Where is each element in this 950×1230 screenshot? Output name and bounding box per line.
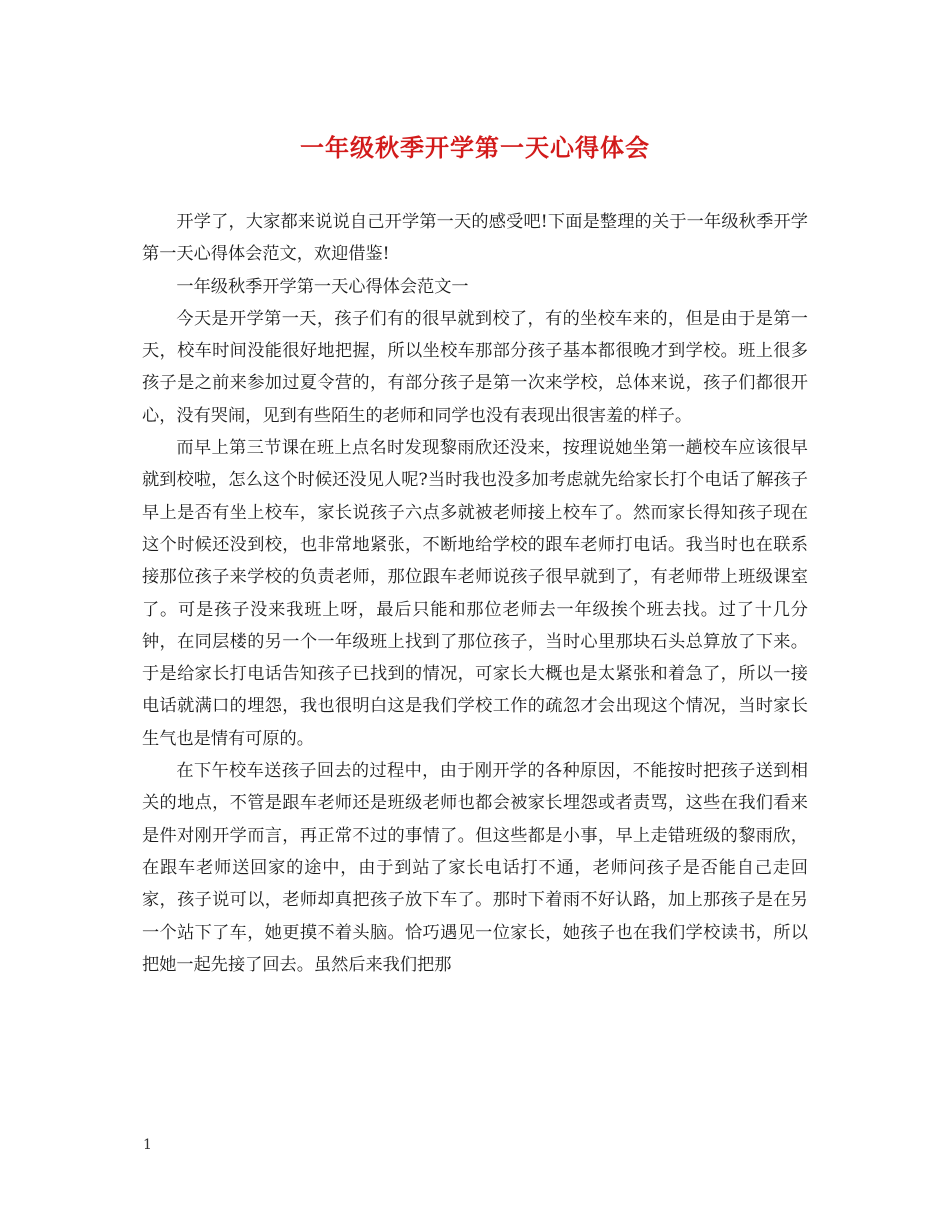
- document-body: [142, 206, 808, 981]
- page-number: 1: [143, 1137, 152, 1153]
- paragraph-subheading: 一年级秋季开学第一天心得体会范文一: [176, 276, 469, 297]
- paragraph: 而早上第三节课在班上点名时发现黎雨欣还没来，按理说她坐第一趟校车应该很早就到校啦，怎么这个时候还没见人呢?当时我也没多加考虑就先给家长打个电话了解孩子早上是否有坐上校车，家长说孩子六点多就被老师接上校车了。然而家长得知孩子现在这个时候还没到校，也非常地紧张，不断地给学校的跟车老师打电话。我当时也在联系接那位孩子来学校的负责老师，那位跟车老师说孩子很早就到了，有老师带上班级课室了。可是孩子没来我班上呀，最后只能和那位老师去一年级挨个班去找。过了十几分钟，在同层楼的另一个一年级班上找到了那位孩子，当时心里那块石头总算放了下来。于是给家长打电话告知孩子已找到的情况，可家长大概也是太紧张和着急了，所以一接电话就满口的埋怨，我也很明白这是我们学校工作的疏忽才会出现这个情况，当时家长生气也是情有可原的。: [142, 438, 808, 749]
- document-title: 一年级秋季开学第一天心得体会: [300, 133, 650, 162]
- paragraph: 在下午校车送孩子回去的过程中，由于刚开学的各种原因，不能按时把孩子送到相关的地点，不管是跟车老师还是班级老师也都会被家长埋怨或者责骂，这些在我们看来是件对刚开学而言，再正常不过的事情了。但这些都是小事，早上走错班级的黎雨欣，在跟车老师送回家的途中，由于到站了家长电话打不通，老师问孩子是否能自己走回家，孩子说可以，老师却真把孩子放下车了。那时下着雨不好认路，加上那孩子是在另一个站下了车，她更摸不着头脑。恰巧遇见一位家长，她孩子也在我们学校读书，所以把她一起先接了回去。虽然后来我们把那: [142, 761, 808, 975]
- paragraph: 今天是开学第一天，孩子们有的很早就到校了，有的坐校车来的，但是由于是第一天，校车时间没能很好地把握，所以坐校车那部分孩子基本都很晚才到学校。班上很多孩子是之前来参加过夏令营的，有部分孩子是第一次来学校，总体来说，孩子们都很开心，没有哭闹，见到有些陌生的老师和同学也没有表现出很害羞的样子。: [142, 308, 808, 426]
- paragraph-intro: 开学了，大家都来说说自己开学第一天的感受吧!下面是整理的关于一年级秋季开学第一天心得体会范文，欢迎借鉴!: [142, 212, 808, 265]
